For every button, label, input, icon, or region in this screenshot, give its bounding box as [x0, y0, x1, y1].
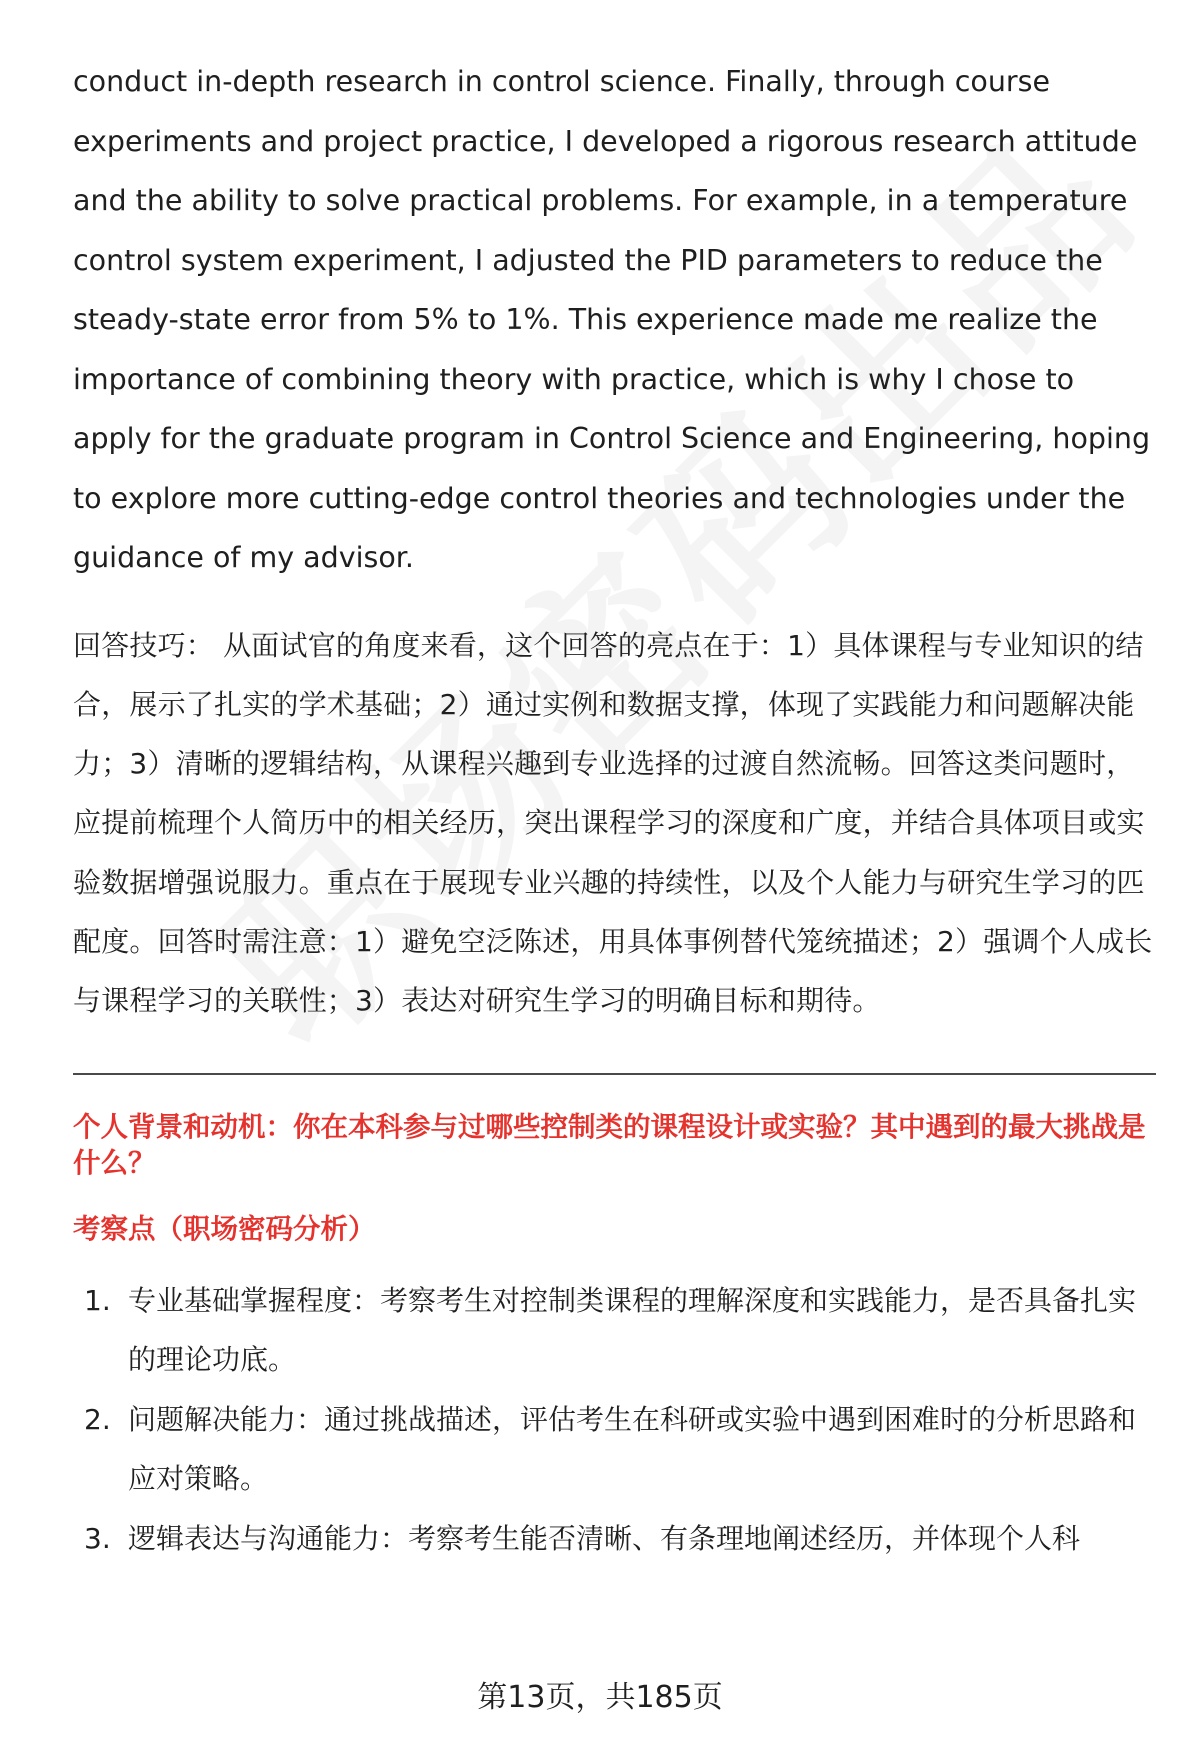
list-item-number: 2.: [84, 1402, 111, 1436]
section-divider: [73, 1073, 1156, 1075]
page-footer: [0, 1672, 1200, 1716]
list-item: [73, 1390, 1153, 1509]
analysis-heading: 考察点（职场密码分析）: [73, 1212, 376, 1245]
list-item-number: 1.: [84, 1283, 111, 1317]
list-item: [73, 1271, 1153, 1390]
list-item-text: 问题解决能力：通过挑战描述，评估考生在科研或实验中遇到困难时的分析思路和应对策略。: [128, 1402, 1137, 1496]
question-heading: 个人背景和动机：你在本科参与过哪些控制类的课程设计或实验？其中遇到的最大挑战是什么？: [73, 1110, 1146, 1179]
answer-english-paragraph: conduct in-depth research in control science. Finally, through course experiments and project practice, I developed a rigorous research attitude and the ability to solve practical problems. For example, in a temperature control system experiment, I adjusted the PID parameters to reduce the steady-state error from 5% to 1%. This experience made me realize the importance of combining theory with practice, which is why I chose to apply for the graduate program in Control Science and Engineering, hoping to explore more cutting-edge control theories and technologies under the guidance of my advisor.: [73, 65, 1151, 574]
list-item: [73, 1509, 1153, 1569]
list-item-text: 逻辑表达与沟通能力：考察考生能否清晰、有条理地阐述经历，并体现个人科: [128, 1521, 1081, 1555]
page-content: [73, 52, 1153, 1568]
list-item-text: 专业基础掌握程度：考察考生对控制类课程的理解深度和实践能力，是否具备扎实的理论功底。: [128, 1283, 1137, 1377]
answer-tips-paragraph: 回答技巧： 从面试官的角度来看，这个回答的亮点在于：1）具体课程与专业知识的结合，展示了扎实的学术基础；2）通过实例和数据支撑，体现了实践能力和问题解决能力；3）清晰的逻辑结构，从课程兴趣到专业选择的过渡自然流畅。回答这类问题时，应提前梳理个人简历中的相关经历，突出课程学习的深度和广度，并结合具体项目或实验数据增强说服力。重点在于展现专业兴趣的持续性，以及个人能力与研究生学习的匹配度。回答时需注意：1）避免空泛陈述，用具体事例替代笼统描述；2）强调个人成长与课程学习的关联性；3）表达对研究生学习的明确目标和期待。: [73, 628, 1153, 1018]
page-number-label: 第13页，共185页: [477, 1680, 723, 1715]
list-item-number: 3.: [84, 1521, 111, 1555]
analysis-points-list: [73, 1271, 1153, 1569]
